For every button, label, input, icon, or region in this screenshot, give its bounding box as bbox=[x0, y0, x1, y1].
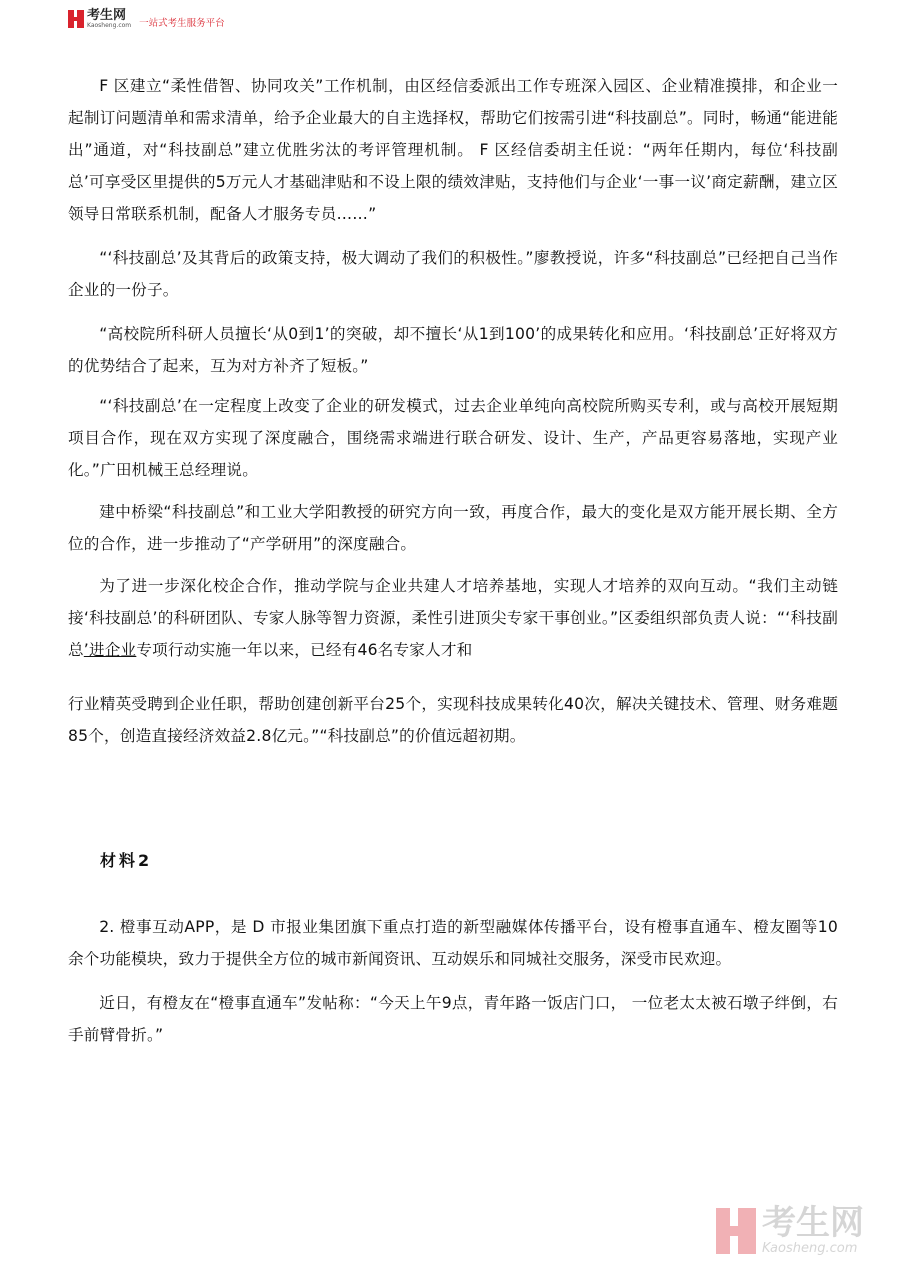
logo-icon bbox=[68, 10, 84, 28]
paragraph-6-text-a: 为了进一步深化校企合作，推动学院与企业共建人才培养基地，实现人才培养的双向互动。“我们主动链接‘科技副总’的科研团队、专家人脉等智力资源，柔性引进顶尖专家干事创业。”区委组织部负责人说：“‘科技副总 bbox=[68, 577, 838, 659]
underlined-text: ’进企业 bbox=[83, 641, 137, 659]
paragraph-2: “‘科技副总’及其背后的政策支持，极大调动了我们的积极性。”廖教授说，许多“科技副总”已经把自己当作企业的一份子。 bbox=[68, 249, 838, 299]
watermark-name: 考生网 bbox=[762, 1203, 864, 1243]
paragraph-5: 建中桥梁“科技副总”和工业大学阳教授的研究方向一致，再度合作，最大的变化是双方能开展长期、全方位的合作，进一步推动了“产学研用”的深度融合。 bbox=[68, 503, 838, 553]
site-header bbox=[68, 8, 225, 30]
paragraph-8: 2. 橙事互动APP，是 D 市报业集团旗下重点打造的新型融媒体传播平台，设有橙事直通车、橙友圈等10余个功能模块，致力于提供全方位的城市新闻资讯、互动娱乐和同城社交服务，深受市民欢迎。 bbox=[68, 918, 838, 968]
paragraph-1: F 区建立“柔性借智、协同攻关”工作机制，由区经信委派出工作专班深入园区、企业精准摸排，和企业一起制订问题清单和需求清单，给予企业最大的自主选择权，帮助它们按需引进“科技副总”。同时，畅通“能进能出”通道，对“科技副总”建立优胜劣汰的考评管理机制。 F 区经信委胡主任说：“两年任期内，每位‘科技副总’可享受区里提供的5万元人才基础津贴和不设上限的绩效津贴，支持他们与企业‘一事一议’商定薪酬，建立区领导日常联系机制，配备人才服务专员……” bbox=[68, 77, 838, 223]
paragraph-3: “高校院所科研人员擅长‘从0到1’的突破，却不擅长‘从1到100’的成果转化和应用。‘科技副总’正好将双方的优势结合了起来，互为对方补齐了短板。” bbox=[68, 325, 838, 375]
watermark-logo-icon bbox=[716, 1208, 756, 1254]
document-body bbox=[68, 60, 838, 1051]
watermark-domain: Kaosheng.com bbox=[762, 1241, 858, 1256]
section-heading: 材料2 bbox=[100, 851, 153, 870]
paragraph-7: 行业精英受聘到企业任职，帮助创建创新平台25个，实现科技成果转化40次，解决关键技术、管理、财务难题85个，创造直接经济效益2.8亿元。”“科技副总”的价值远超初期。 bbox=[68, 695, 838, 745]
slogan: 一站式考生服务平台 bbox=[139, 18, 225, 29]
paragraph-6-text-b: 专项行动实施一年以来，已经有46名专家人才和 bbox=[136, 641, 473, 659]
paragraph-6 bbox=[68, 570, 838, 666]
logo-name: 考生网 bbox=[87, 8, 127, 23]
logo-domain: Kaosheng.com bbox=[87, 22, 132, 29]
logo bbox=[87, 9, 131, 29]
watermark bbox=[716, 1203, 864, 1256]
paragraph-9: 近日，有橙友在“橙事直通车”发帖称：“今天上午9点，青年路一饭店门口， 一位老太太被石墩子绊倒，右手前臂骨折。” bbox=[68, 994, 838, 1044]
paragraph-4: “‘科技副总’在一定程度上改变了企业的研发模式，过去企业单纯向高校院所购买专利，或与高校开展短期项目合作，现在双方实现了深度融合，围绕需求端进行联合研发、设计、生产，产品更容易落地，实现产业化。”广田机械王总经理说。 bbox=[68, 397, 838, 479]
